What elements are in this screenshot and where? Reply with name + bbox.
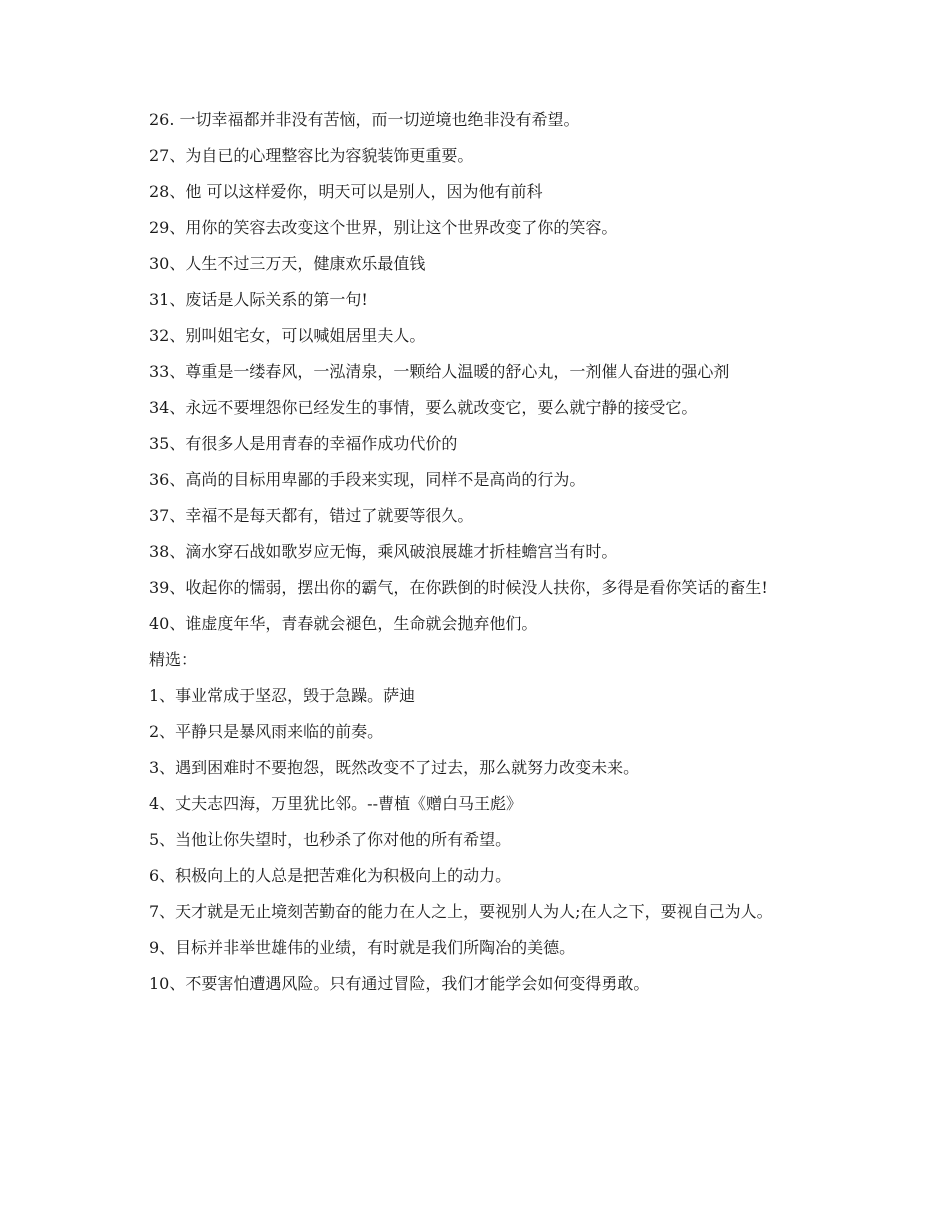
paragraph-29: 29、用你的笑容去改变这个世界，别让这个世界改变了你的笑容。 <box>149 218 618 237</box>
paragraph-39: 39、收起你的懦弱，摆出你的霸气，在你跌倒的时候没人扶你，多得是看你笑话的畜生! <box>149 578 768 597</box>
selected-item-9: 9、目标并非举世雄伟的业绩，有时就是我们所陶冶的美德。 <box>149 938 576 957</box>
paragraph-38: 38、滴水穿石战如歌岁应无悔，乘风破浪展雄才折桂蟾宫当有时。 <box>149 542 618 561</box>
selected-item-4: 4、丈夫志四海，万里犹比邻。--曹植《赠白马王彪》 <box>149 794 522 813</box>
paragraph-26: 26. 一切幸福都并非没有苦恼，而一切逆境也绝非没有希望。 <box>149 110 580 129</box>
paragraph-34: 34、永远不要埋怨你已经发生的事情，要么就改变它，要么就宁静的接受它。 <box>149 398 698 417</box>
paragraph-33: 33、尊重是一缕春风，一泓清泉，一颗给人温暖的舒心丸，一剂催人奋进的强心剂 <box>149 362 730 381</box>
selected-item-7: 7、天才就是无止境刻苦勤奋的能力在人之上，要视别人为人;在人之下，要视自己为人。 <box>149 902 773 921</box>
paragraph-36: 36、高尚的目标用卑鄙的手段来实现，同样不是高尚的行为。 <box>149 470 586 489</box>
paragraph-31: 31、废话是人际关系的第一句! <box>149 290 368 309</box>
selected-item-2: 2、平静只是暴风雨来临的前奏。 <box>149 722 384 741</box>
selected-item-3: 3、遇到困难时不要抱怨，既然改变不了过去，那么就努力改变未来。 <box>149 758 640 777</box>
section-heading-selected: 精选： <box>149 650 198 669</box>
paragraph-27: 27、为自已的心理整容比为容貌装饰更重要。 <box>149 146 474 165</box>
paragraph-37: 37、幸福不是每天都有，错过了就要等很久。 <box>149 506 474 525</box>
selected-item-1: 1、事业常成于坚忍，毁于急躁。萨迪 <box>149 686 416 705</box>
paragraph-40: 40、谁虚度年华，青春就会褪色，生命就会抛弃他们。 <box>149 614 538 633</box>
paragraph-30: 30、人生不过三万天，健康欢乐最值钱 <box>149 254 426 273</box>
selected-item-6: 6、积极向上的人总是把苦难化为积极向上的动力。 <box>149 866 512 885</box>
selected-item-5: 5、当他让你失望时，也秒杀了你对他的所有希望。 <box>149 830 512 849</box>
paragraph-28: 28、他 可以这样爱你，明天可以是别人，因为他有前科 <box>149 182 543 201</box>
document-body <box>115 110 840 1010</box>
paragraph-32: 32、别叫姐宅女，可以喊姐居里夫人。 <box>149 326 426 345</box>
paragraph-35: 35、有很多人是用青春的幸福作成功代价的 <box>149 434 458 453</box>
selected-item-10: 10、不要害怕遭遇风险。只有通过冒险，我们才能学会如何变得勇敢。 <box>149 974 650 993</box>
